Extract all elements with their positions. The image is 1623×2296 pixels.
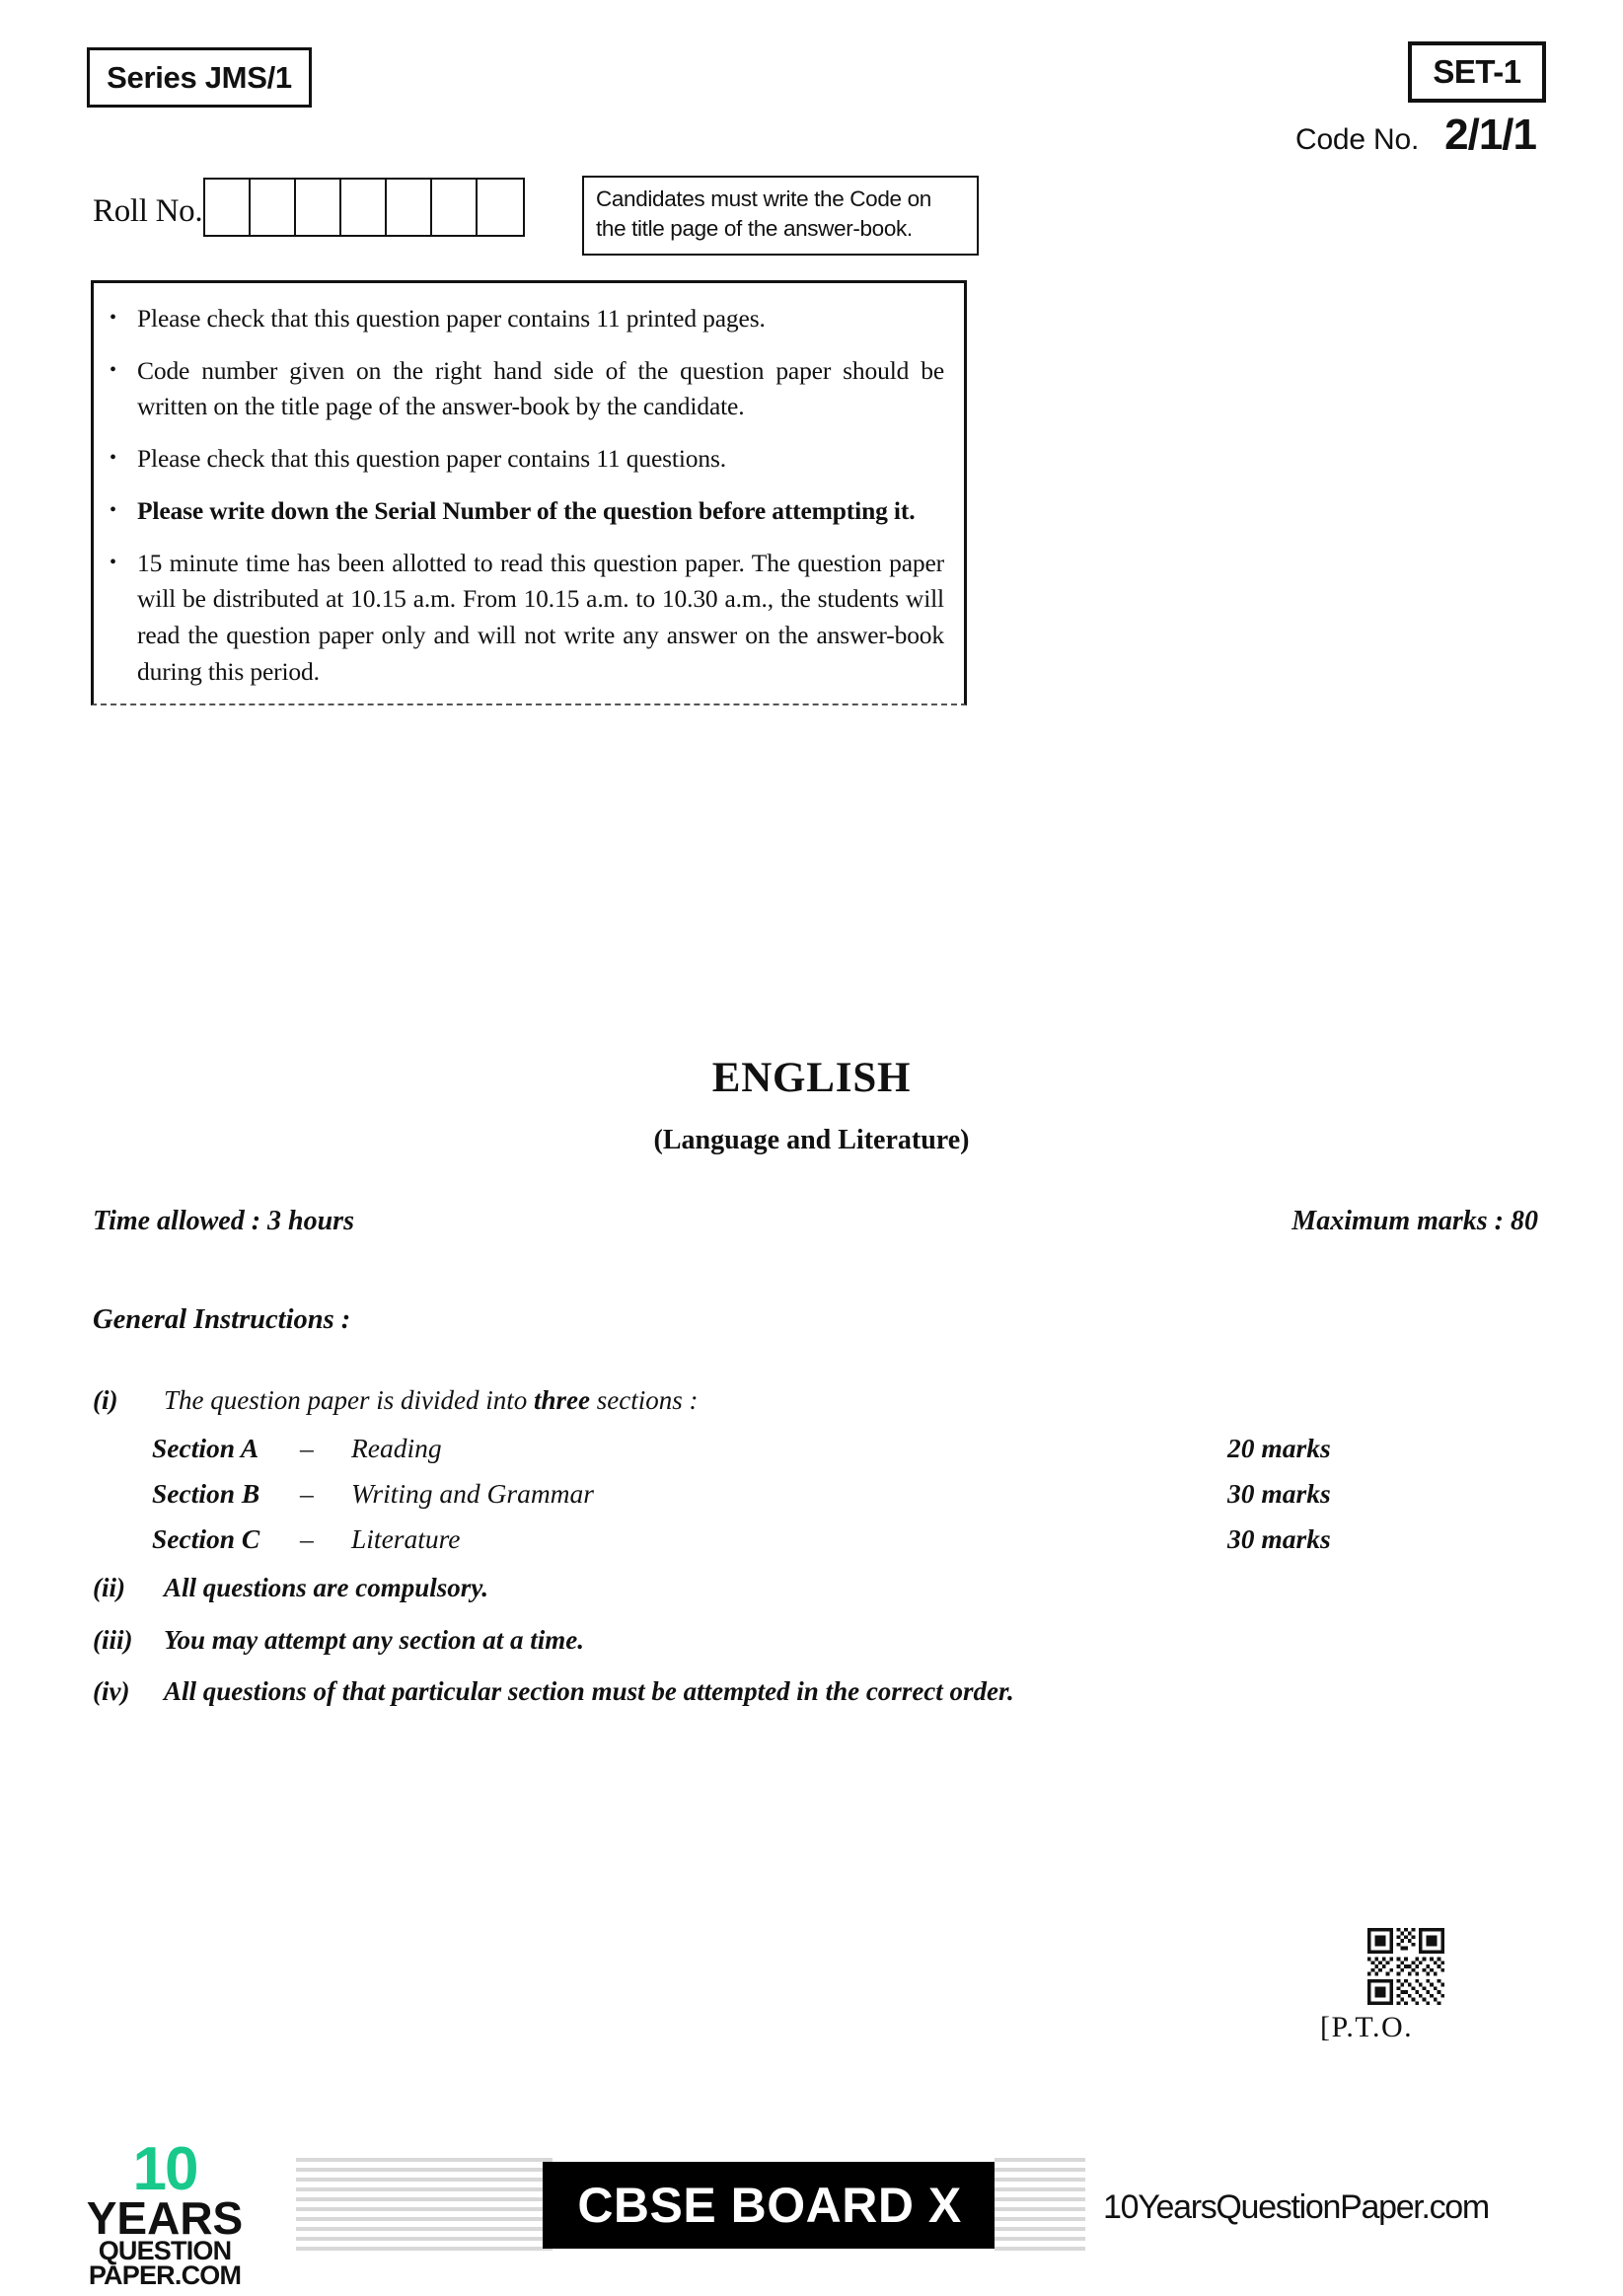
series-label: Series JMS/1	[107, 59, 292, 95]
item-text-emphasis: compulsory	[355, 1573, 482, 1603]
instruction-item	[110, 546, 944, 691]
general-instruction-item	[93, 1381, 1474, 1419]
maximum-marks: Maximum marks : 80	[1291, 1206, 1538, 1236]
item-text	[164, 1381, 1474, 1419]
bullet-icon: •	[110, 358, 116, 381]
logo-years-number: 10	[132, 2135, 197, 2203]
item-text-before: The question paper is divided into	[164, 1385, 534, 1415]
section-marks: 20 marks	[1227, 1433, 1331, 1464]
pto-label: [P.T.O.	[1320, 2011, 1414, 2043]
instruction-item	[110, 301, 944, 337]
roll-number-cell[interactable]	[296, 180, 341, 235]
item-text-after: .	[481, 1573, 489, 1603]
instruction-text: Please check that this question paper contains 11 printed pages.	[137, 304, 766, 333]
section-dash: –	[300, 1478, 314, 1510]
board-banner-label: CBSE BOARD X	[577, 2178, 962, 2233]
item-number: (i)	[93, 1385, 118, 1415]
instruction-text: Please check that this question paper contains 11 questions.	[137, 444, 726, 474]
section-description: Literature	[351, 1523, 461, 1555]
stripes-decoration-right	[995, 2158, 1085, 2253]
site-url[interactable]: 10YearsQuestionPaper.com	[1103, 2188, 1489, 2226]
candidate-note-box	[582, 176, 979, 256]
board-banner	[543, 2162, 996, 2249]
section-name: Section C	[152, 1523, 260, 1555]
page-subtitle: (Language and Literature)	[653, 1125, 970, 1155]
roll-number-cell[interactable]	[251, 180, 296, 235]
item-number: (iv)	[93, 1675, 130, 1706]
section-dash: –	[300, 1523, 314, 1555]
roll-number-cell[interactable]	[387, 180, 432, 235]
series-box	[87, 47, 312, 108]
set-box	[1408, 41, 1546, 103]
candidate-note-text: Candidates must write the Code on the title page of the answer-book.	[596, 186, 931, 242]
section-description: Writing and Grammar	[351, 1478, 594, 1510]
section-row	[152, 1433, 1415, 1464]
section-marks: 30 marks	[1227, 1523, 1331, 1555]
general-instructions-list	[93, 1381, 1474, 1724]
qr-code-icon	[1367, 1928, 1444, 2005]
section-dash: –	[300, 1433, 314, 1464]
logo-domain: QUESTION PAPER.COM	[88, 2236, 242, 2291]
roll-number-cell[interactable]	[341, 180, 387, 235]
item-number: (ii)	[93, 1573, 125, 1603]
time-allowed: Time allowed : 3 hours	[93, 1206, 354, 1236]
code-label: Code No.	[1294, 123, 1420, 156]
instructions-box	[91, 280, 967, 705]
page-title: ENGLISH	[711, 1055, 912, 1101]
code-value: 2/1/1	[1444, 111, 1536, 159]
item-number: (iii)	[93, 1624, 133, 1655]
site-logo[interactable]	[41, 2135, 288, 2291]
roll-number-cell[interactable]	[205, 180, 251, 235]
section-name: Section B	[152, 1478, 260, 1510]
logo-years-word: YEARS	[86, 2192, 244, 2245]
instruction-text: Please write down the Serial Number of the question before attempting it.	[137, 495, 916, 525]
bullet-icon: •	[110, 307, 116, 329]
general-instructions-heading: General Instructions :	[93, 1304, 351, 1335]
general-instruction-item	[93, 1569, 1474, 1606]
section-row	[152, 1478, 1415, 1510]
section-name: Section A	[152, 1433, 259, 1464]
instruction-text: 15 minute time has been allotted to read this question paper. The question paper will be distributed at 10.15 a.m. From 10.15 a.m. to 10.30 a.m., the students will read the question paper only and will not write any answer on the answer-book during this period.	[137, 548, 944, 686]
sections-table	[152, 1433, 1415, 1555]
item-text-before: All questions of that particular section must be attempted in the correct order.	[164, 1675, 1014, 1706]
item-text	[164, 1569, 1474, 1606]
item-text-after: sections :	[589, 1385, 699, 1415]
code-number-row	[1295, 111, 1536, 160]
roll-number-cell[interactable]	[432, 180, 478, 235]
section-row	[152, 1523, 1415, 1555]
section-description: Reading	[351, 1433, 442, 1464]
item-text-before: All questions are	[164, 1573, 356, 1603]
instruction-text: Code number given on the right hand side of the question paper should be written on the title page of the answer-book by the candidate.	[137, 355, 944, 421]
stripes-decoration-left	[296, 2158, 553, 2253]
item-text-before: You may attempt any section at a time.	[164, 1624, 584, 1655]
general-instruction-item	[93, 1621, 1474, 1659]
section-marks: 30 marks	[1227, 1478, 1331, 1510]
item-text	[164, 1621, 1474, 1659]
roll-number-cell[interactable]	[478, 180, 523, 235]
item-text	[164, 1672, 1474, 1710]
roll-number-label: Roll No.	[93, 193, 203, 229]
bullet-icon: •	[110, 498, 116, 521]
instruction-item	[110, 441, 944, 478]
instruction-item	[110, 493, 944, 530]
roll-number-grid[interactable]	[203, 178, 525, 237]
general-instruction-item	[93, 1672, 1474, 1710]
bullet-icon: •	[110, 551, 116, 573]
instruction-item	[110, 353, 944, 425]
footer	[0, 2118, 1623, 2296]
bullet-icon: •	[110, 447, 116, 470]
item-text-emphasis: three	[533, 1385, 590, 1415]
set-label: SET-1	[1433, 53, 1521, 90]
